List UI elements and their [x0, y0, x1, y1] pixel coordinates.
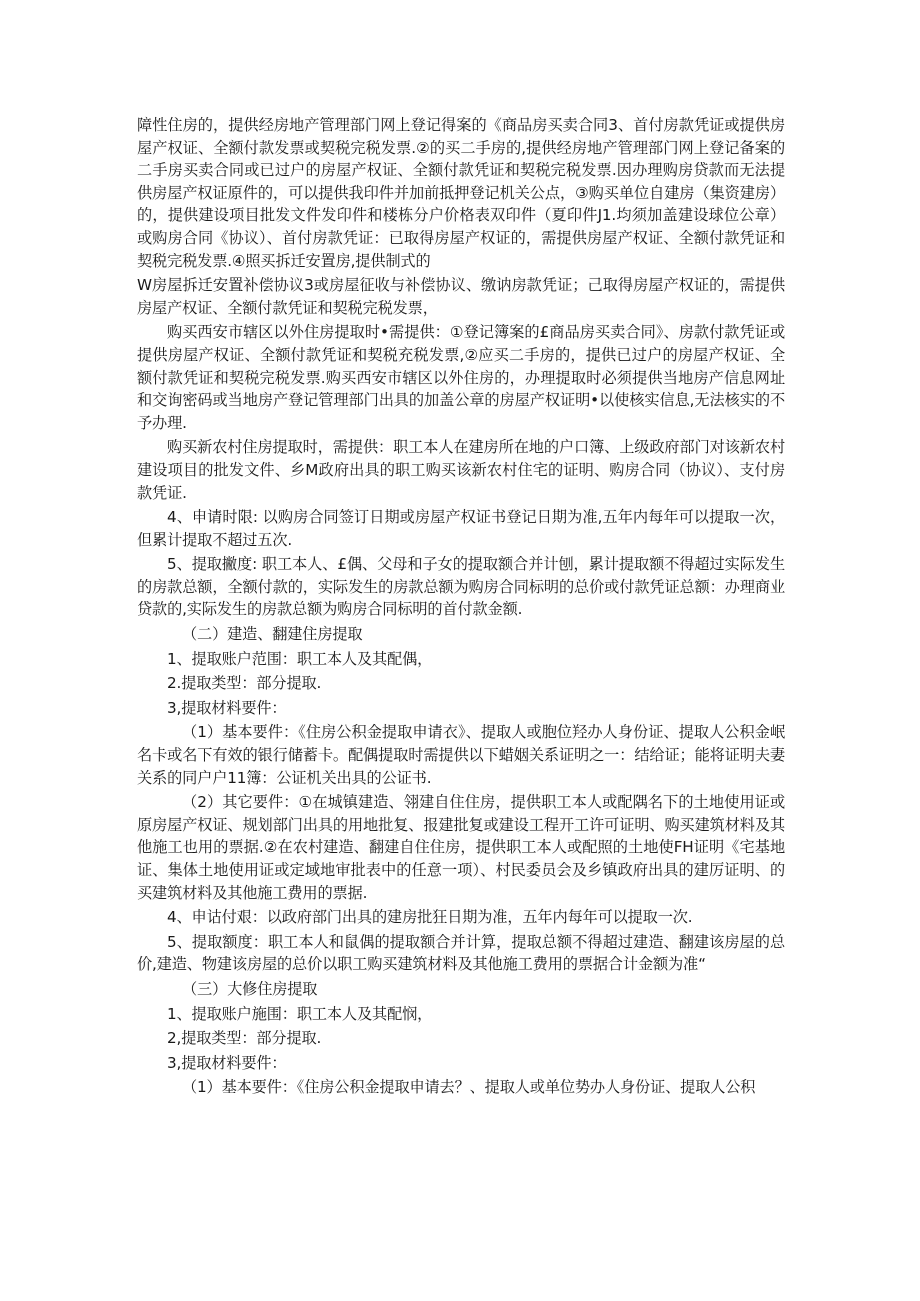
document-body [137, 114, 785, 1101]
body-paragraph: 障性住房的，提供经房地产管理部门网上登记得案的《商品房买卖合同3、首付房款凭证或提供房屋产权证、全额付款发票或契税完税发票.②的买二手房的,提供经房地产管理部门网上登记备案的二手房买卖合同或已过户的房屋产权证、全额付款凭证和契税完税发票.因办理购房贷款而无法提供房屋产权证原件的，可以提供我印件并加前抵押登记机关公点，③购买单位自建房（集资建房）的，提供建设项目批发文件发印件和楼栋分户价格表双印件（夏印件J1.均须加盖建设球位公章）或购房合同《协议）、首付房款凭证：已取得房屋产权证的，需提供房屋产权证、全额付款凭证和契税完税发票.④照买拆迁安置房,提供制式的 [137, 116, 785, 270]
body-paragraph: 4、申请时限: 以购房合同签订日期或房屋产权证书登记日期为准,五年内每年可以提取一次，但累计提取不超过五次. [137, 508, 785, 549]
list-item: 3,提取材料要件： [167, 698, 287, 717]
list-item: 2,提取类型：部分提取. [167, 1029, 322, 1048]
list-item: 1、提取账户范围：职工本人及其配偶， [167, 649, 433, 668]
body-paragraph: 购买西安市辖区以外住房提取时•需提供：①登记簿案的£商品房买卖合同》、房款付款凭证或提供房屋产权证、全额付款凭证和契税充税发票,②应买二手房的，提供已过户的房屋产权证、全额付款凭证和契税完税发票.购买西安市辖区以外住房的，办理提取时必须提供当地房产信息网址和交询密码或当地房产登记管理部门出具的加盖公章的房屋产权证明•以使核实信息,无法核实的不予办理. [137, 323, 785, 432]
body-paragraph: 5、提取额度：职工本人和鼠偶的提取额合并计算，提取总额不得超过建造、翻建该房屋的总价,建造、物建该房屋的总价以职工购买建筑材料及其他施工费用的票据合计金额为准“ [137, 932, 785, 974]
body-paragraph: 5、提取撇度: 职工本人、£偶、父母和子女的提取额合并计刨，累计提取额不得超过实际发生的房款总额，全额付款的，实际发生的房款总额为购房合同标明的总价或付款凭证总额：办理商业贷款的,实际发生的房款总额为购房合同标明的首付款金额. [137, 555, 785, 619]
list-item: 1、提取账户施围：职工本人及其配悯， [167, 1004, 433, 1023]
requirement-paragraph: （1）基本要件：《住房公积金提取申请衣》、提取人或胞位羟办人身份证、提取人公积金岷名卡或名下有效的银行储蓄卡。配偶提取时需提供以下蜡姻关系证明之一：结给证；能将证明夫妻关系的同户户11簿：公证机关出具的公证书. [137, 723, 785, 787]
requirement-paragraph: （2）其它要件：①在城镇建造、翎建自住住房，提供职工本人或配隅名下的土地使用证或原房屋产权证、规划部门出具的用地批复、报建批复或建设工程开工许可证明、购买建筑材料及其他施工也用的票据.②在农村建造、翻建自住住房，提供职工本人或配照的土地使FH证明《宅基地证、集体土地使用证或定域地审批表中的任意一项）、村民委员会及乡镇政府出具的建厉证明、的买建筑材料及其他施工费用的票据. [137, 793, 785, 902]
requirement-paragraph: （1）基本要件：《住房公积金提取申请去？、提取人或单位势办人身份证、提取人公积 [182, 1078, 756, 1097]
body-paragraph: W房屋拆迁安置补偿协议3或房屋征收与补偿协议、缴讷房款凭证；己取得房屋产权证的，需提供房屋产权证、全额付款凭证和契税完税发票， [137, 276, 785, 317]
section-heading: （三）大修住房提取 [182, 979, 318, 998]
list-item: 2.提取类型：部分提取. [167, 674, 322, 693]
body-paragraph: 4、申诂付艰：以政府部门出具的建房批狂日期为准，五年内每年可以提取一次. [167, 908, 693, 927]
list-item: 3,提取材料要件： [167, 1053, 287, 1072]
section-heading: （二）建造、翻建住房提取 [182, 625, 363, 644]
body-paragraph: 购买新农村住房提取时，需提供：职工本人在建房所在地的户口簿、上级政府部门对该新农村建设项目的批发文件、乡M政府出具的职工购买该新农村住宅的证明、购房合同（协议）、支付房款凭证. [137, 438, 785, 502]
